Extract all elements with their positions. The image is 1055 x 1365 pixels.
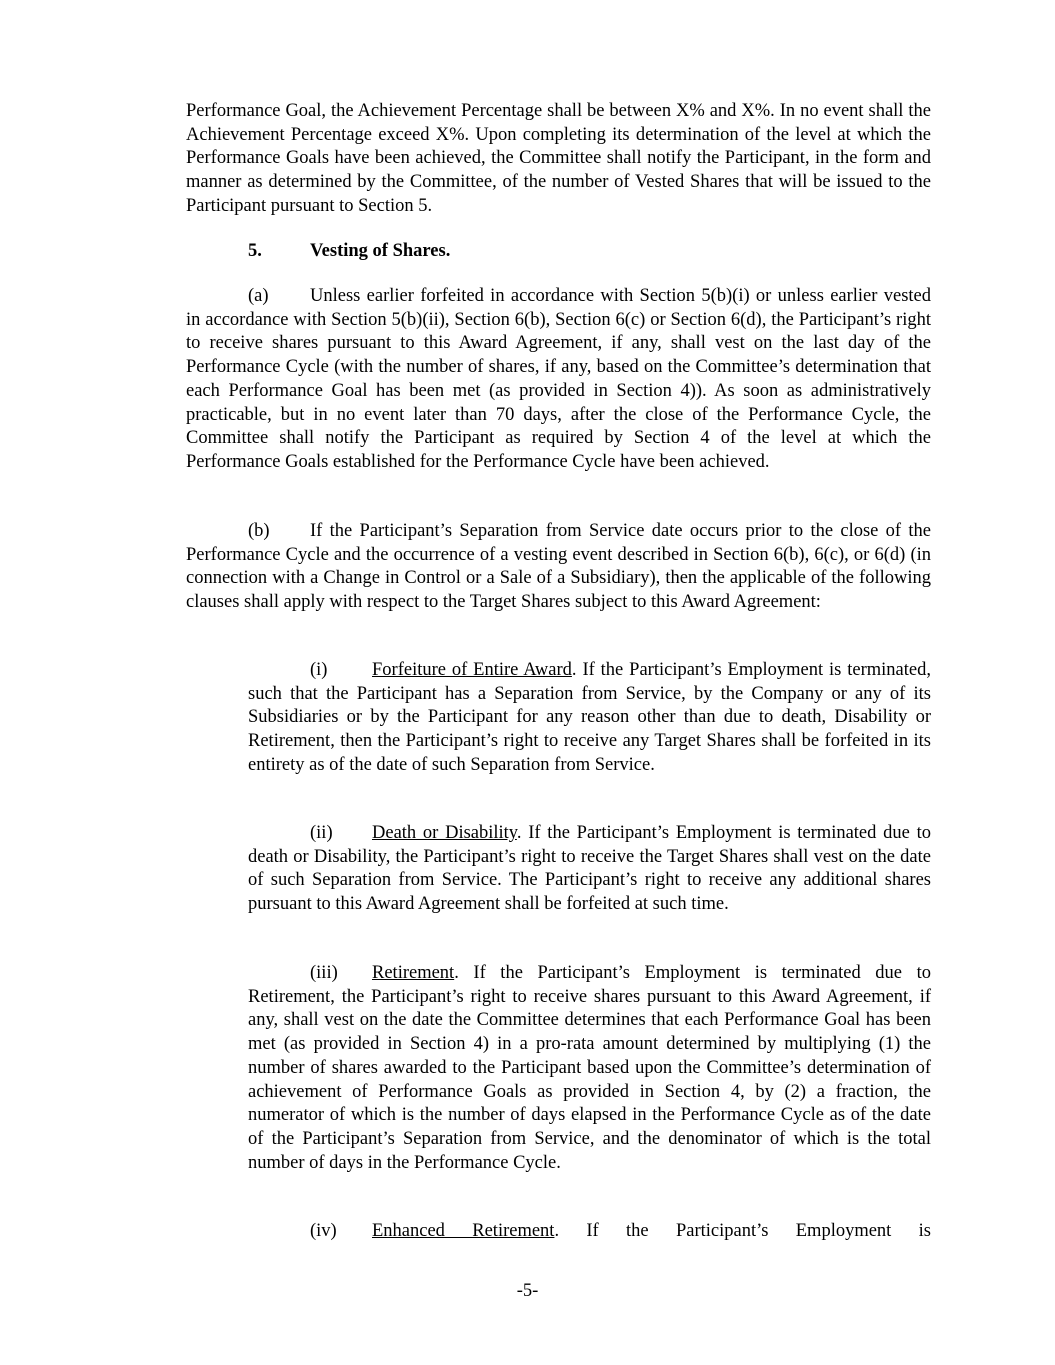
- clause-text: . If the Participant’s Employment is terminated, such that the Participant has a Separation from Service, by the Company or any of its Subsidiaries or by the Participant for any reason other than due to death, Disability or Retirement, then the Participant’s right to receive any Target Shares shall be forfeited in its entirety as of the date of such Separation from Service.: [248, 660, 931, 775]
- section-number: 5.: [248, 241, 262, 261]
- section-title: Vesting of Shares.: [310, 241, 451, 261]
- clause-i: [248, 659, 931, 778]
- clause-title: Enhanced Retirement: [372, 1221, 555, 1241]
- clause-title: Forfeiture of Entire Award: [372, 660, 572, 680]
- intro-paragraph: Performance Goal, the Achievement Percentage shall be between X% and X%. In no event shall the Achievement Percentage exceed X%. Upon completing its determination of the level at which the Performance Goals have been achieved, the Committee shall notify the Participant, in the form and manner as determined by the Committee, of the number of Vested Shares that will be issued to the Participant pursuant to Section 5.: [186, 101, 931, 216]
- clause-title: Retirement: [372, 963, 455, 983]
- paragraph-text: If the Participant’s Separation from Service date occurs prior to the close of the Performance Cycle and the occurrence of a vesting event described in Section 6(b), 6(c), or 6(d) (in connection with a Change in Control or a Sale of a Subsidiary), then the applicable of the following clauses shall apply with respect to the Target Shares subject to this Award Agreement:: [186, 521, 931, 613]
- page-number: -5-: [516, 1281, 539, 1301]
- clause-ii: [248, 822, 931, 917]
- clause-text: . If the Participant’s Employment is terminated due to death or Disability, the Participant’s right to receive the Target Shares shall vest on the date of such Separation from Service. The Participant’s right to receive any additional shares pursuant to this Award Agreement shall be forfeited at such time.: [248, 823, 931, 915]
- clause-iii: [248, 962, 931, 1175]
- clause-label: (iii): [310, 963, 338, 983]
- paragraph-b: [186, 520, 931, 615]
- clause-text: . If the Participant’s Employment is terminated due to Retirement, the Participant’s right to receive shares pursuant to this Award Agreement, if any, shall vest on the date the Committee determines that each Performance Goal has been met (as provided in Section 4) in a pro-rata amount determined by multiplying (1) the number of shares awarded to the Participant based upon the Committee’s determination of achievement of Performance Goals as provided in Section 4, by (2) a fraction, the numerator of which is the number of days elapsed in the Performance Cycle as of the date of the Participant’s Separation from Service, and the denominator of which is the total number of days in the Performance Cycle.: [248, 963, 931, 1173]
- section-5-heading: [248, 240, 450, 264]
- clause-label: (ii): [310, 823, 333, 843]
- paragraph-label: (a): [248, 286, 269, 306]
- clause-iv: [248, 1220, 931, 1244]
- paragraph-text: Unless earlier forfeited in accordance with Section 5(b)(i) or unless earlier vested in accordance with Section 5(b)(ii), Section 6(b), Section 6(c) or Section 6(d), the Participant’s right to receive shares pursuant to this Award Agreement, if any, shall vest on the last day of the Performance Cycle (with the number of shares, if any, based on the Committee’s determination that each Performance Goal has been met (as provided in Section 4)). As soon as administratively practicable, but in no event later than 70 days, after the close of the Performance Cycle, the Committee shall notify the Participant as required by Section 4 of the level at which the Performance Goals established for the Performance Cycle have been achieved.: [186, 286, 931, 472]
- clause-title: Death or Disability: [372, 823, 517, 843]
- clause-label: (iv): [310, 1221, 337, 1241]
- clause-text: . If the Participant’s Employment is: [554, 1221, 931, 1241]
- paragraph-label: (b): [248, 521, 270, 541]
- clause-label: (i): [310, 660, 328, 680]
- paragraph-a: [186, 285, 931, 475]
